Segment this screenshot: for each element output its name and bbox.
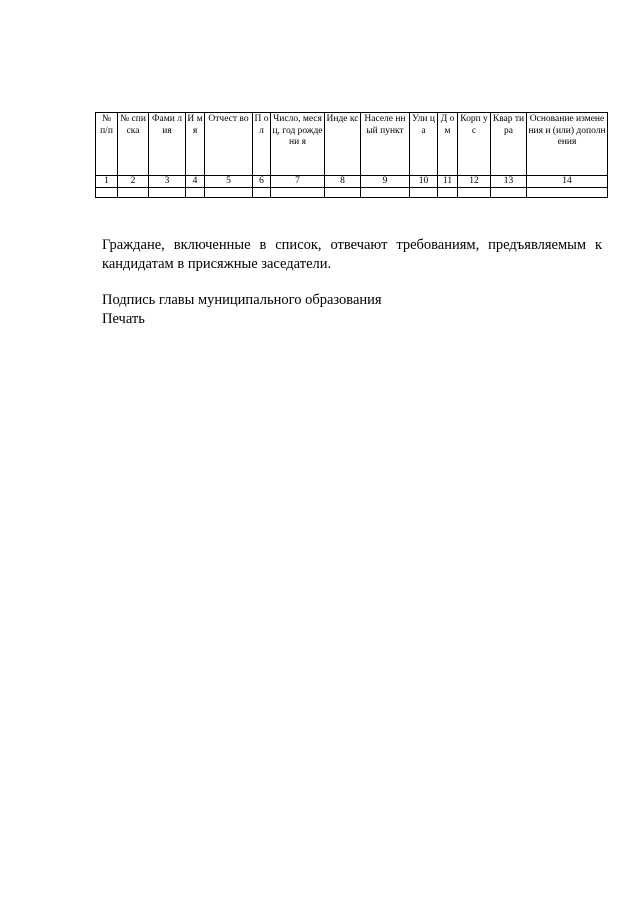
header-cell: Отчест во xyxy=(205,113,253,176)
empty-cell xyxy=(118,188,149,198)
empty-data-row xyxy=(96,188,608,198)
column-number-row xyxy=(96,176,608,188)
header-cell: Основание изменения и (или) дополнения xyxy=(527,113,608,176)
eligibility-statement: Граждане, включенные в список, отвечают требованиям, предъявляемым к кандидатам в присяжные заседатели. xyxy=(102,237,602,272)
empty-cell xyxy=(458,188,491,198)
header-cell: № спи ска xyxy=(118,113,149,176)
column-number-cell: 3 xyxy=(149,176,186,188)
column-number-cell: 7 xyxy=(271,176,325,188)
header-cell: Корп ус xyxy=(458,113,491,176)
table-header-row xyxy=(96,113,608,176)
column-number-cell: 4 xyxy=(186,176,205,188)
header-cell: Инде кс xyxy=(325,113,361,176)
column-number-cell: 10 xyxy=(410,176,438,188)
empty-cell xyxy=(410,188,438,198)
jury-candidates-table xyxy=(95,112,608,198)
stamp-label: Печать xyxy=(102,311,145,327)
empty-cell xyxy=(325,188,361,198)
empty-cell xyxy=(271,188,325,198)
header-cell: № п/п xyxy=(96,113,118,176)
column-number-cell: 6 xyxy=(253,176,271,188)
signature-line: Подпись главы муниципального образования xyxy=(102,292,382,308)
header-cell: Ули ца xyxy=(410,113,438,176)
header-cell: Населе нный пункт xyxy=(361,113,410,176)
column-number-cell: 5 xyxy=(205,176,253,188)
empty-cell xyxy=(186,188,205,198)
column-number-cell: 13 xyxy=(491,176,527,188)
header-cell: Квар тира xyxy=(491,113,527,176)
header-cell: Фами лия xyxy=(149,113,186,176)
column-number-cell: 9 xyxy=(361,176,410,188)
empty-cell xyxy=(361,188,410,198)
column-number-cell: 2 xyxy=(118,176,149,188)
empty-cell xyxy=(253,188,271,198)
empty-cell xyxy=(438,188,458,198)
column-number-cell: 8 xyxy=(325,176,361,188)
column-number-cell: 14 xyxy=(527,176,608,188)
empty-cell xyxy=(149,188,186,198)
empty-cell xyxy=(527,188,608,198)
header-cell: Число, месяц, год рождени я xyxy=(271,113,325,176)
header-cell: И м я xyxy=(186,113,205,176)
empty-cell xyxy=(205,188,253,198)
column-number-cell: 12 xyxy=(458,176,491,188)
header-cell: Д о м xyxy=(438,113,458,176)
empty-cell xyxy=(96,188,118,198)
column-number-cell: 1 xyxy=(96,176,118,188)
header-cell: П о л xyxy=(253,113,271,176)
column-number-cell: 11 xyxy=(438,176,458,188)
empty-cell xyxy=(491,188,527,198)
